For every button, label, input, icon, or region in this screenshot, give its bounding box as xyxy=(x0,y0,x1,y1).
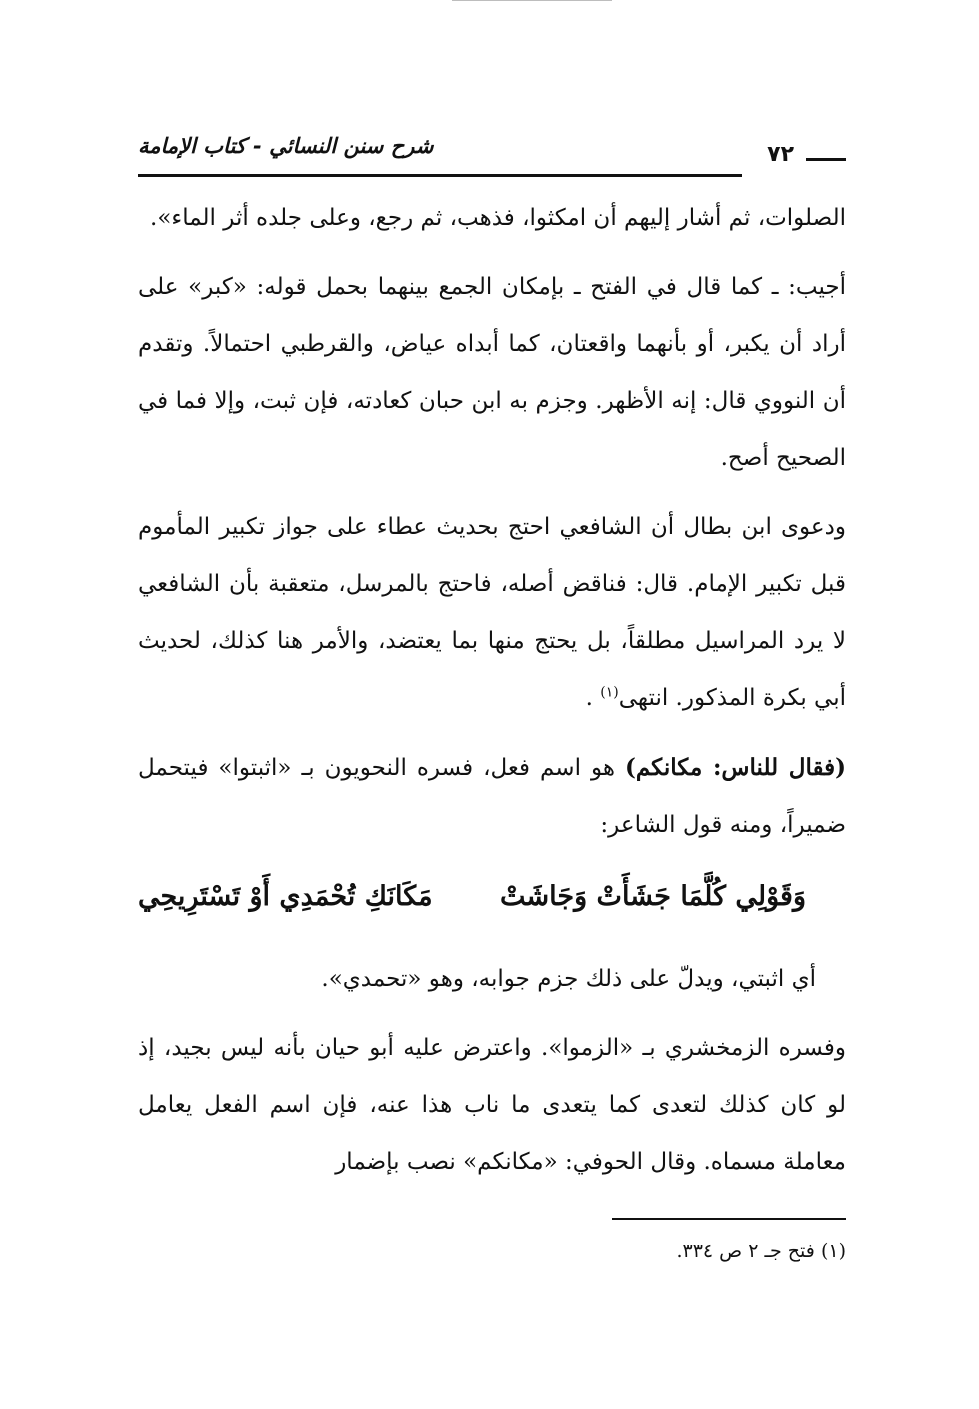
footnote-rule xyxy=(612,1218,846,1220)
verse-hemistich-2: مَكَانَكِ تُحْمَدِي أَوْ تَسْتَرِيحِي xyxy=(138,881,433,912)
verse-hemistich-1: وَقَوْلِي كُلَّمَا جَشَأَتْ وَجَاشَتْ xyxy=(500,881,806,912)
paragraph-5: وفسره الزمخشري بـ «الزموا». واعترض عليه أبو حيان بأنه ليس بجيد، إذ لو كان كذلك لتعدى كما يتعدى ما ناب هذا عنه، فإن اسم الفعل يعامل معاملة مسماه. وقال الحوفي: «مكانكم» نصب بإضمار xyxy=(138,1035,846,1175)
footnote-marker: (١) xyxy=(820,1240,846,1262)
quoted-phrase: (فقال للناس: مكانكم) xyxy=(624,754,846,781)
footnote-reference: (١) xyxy=(600,684,619,701)
page-number: ٧٢ xyxy=(767,142,794,167)
poetry-verse xyxy=(138,866,846,928)
body-text xyxy=(138,190,846,1203)
running-title: شرح سنن النسائي - كتاب الإمامة xyxy=(138,134,434,158)
header-rule xyxy=(138,174,742,177)
paragraph-4 xyxy=(138,739,846,854)
paragraph-3-text: ودعوى ابن بطال أن الشافعي احتج بحديث عطاء على جواز تكبير المأموم قبل تكبير الإمام. قال: فناقض أصله، فاحتج بالمرسل، متعقبة بأن الشافعي لا يرد المراسيل مطلقاً، بل يحتج منها بما يعتضد، والأمر هنا كذلك، لحديث أبي بكرة المذكور. انتهى xyxy=(138,514,846,711)
page-header xyxy=(138,128,846,184)
paragraph-2: أجيب: ـ كما قال في الفتح ـ بإمكان الجمع بينهما بحمل قوله: «كبر» على أراد أن يكبر، أو بأنهما واقعتان، كما أبداه عياض، والقرطبي احتمالاً. وتقدم أن النووي قال: إنه الأظهر. وجزم به ابن حبان كعادته، فإن ثبت، وإلا فما في الصحيح أصح. xyxy=(138,274,846,471)
paragraph-4-text: هو اسم فعل، فسره النحويون بـ «اثبتوا» فيتحمل ضميراً، ومنه قول الشاعر: xyxy=(138,755,846,838)
footnote-text: فتح جـ ٢ ص ٣٣٤. xyxy=(676,1240,815,1262)
paragraph-1: الصلوات، ثم أشار إليهم أن امكثوا، فذهب، ثم رجع، وعلى جلده أثر الماء». xyxy=(150,205,846,231)
verse-explanation: أي اثبتي، ويدلّ على ذلك جزم جوابه، وهو «تحمدي». xyxy=(321,966,816,992)
page-number-dash xyxy=(806,158,846,161)
footnote xyxy=(600,1240,846,1262)
scan-top-rule xyxy=(452,0,612,1)
paragraph-3: ودعوى ابن بطال أن الشافعي احتج بحديث عطاء على جواز تكبير المأموم قبل تكبير الإمام. قال: فناقض أصله، فاحتج بالمرسل، متعقبة بأن الشافعي لا يرد المراسيل مطلقاً، بل يحتج منها بما يعتضد، والأمر هنا كذلك، لحديث أبي بكرة المذكور. انتهى$^{(١)}$ . xyxy=(138,514,846,711)
